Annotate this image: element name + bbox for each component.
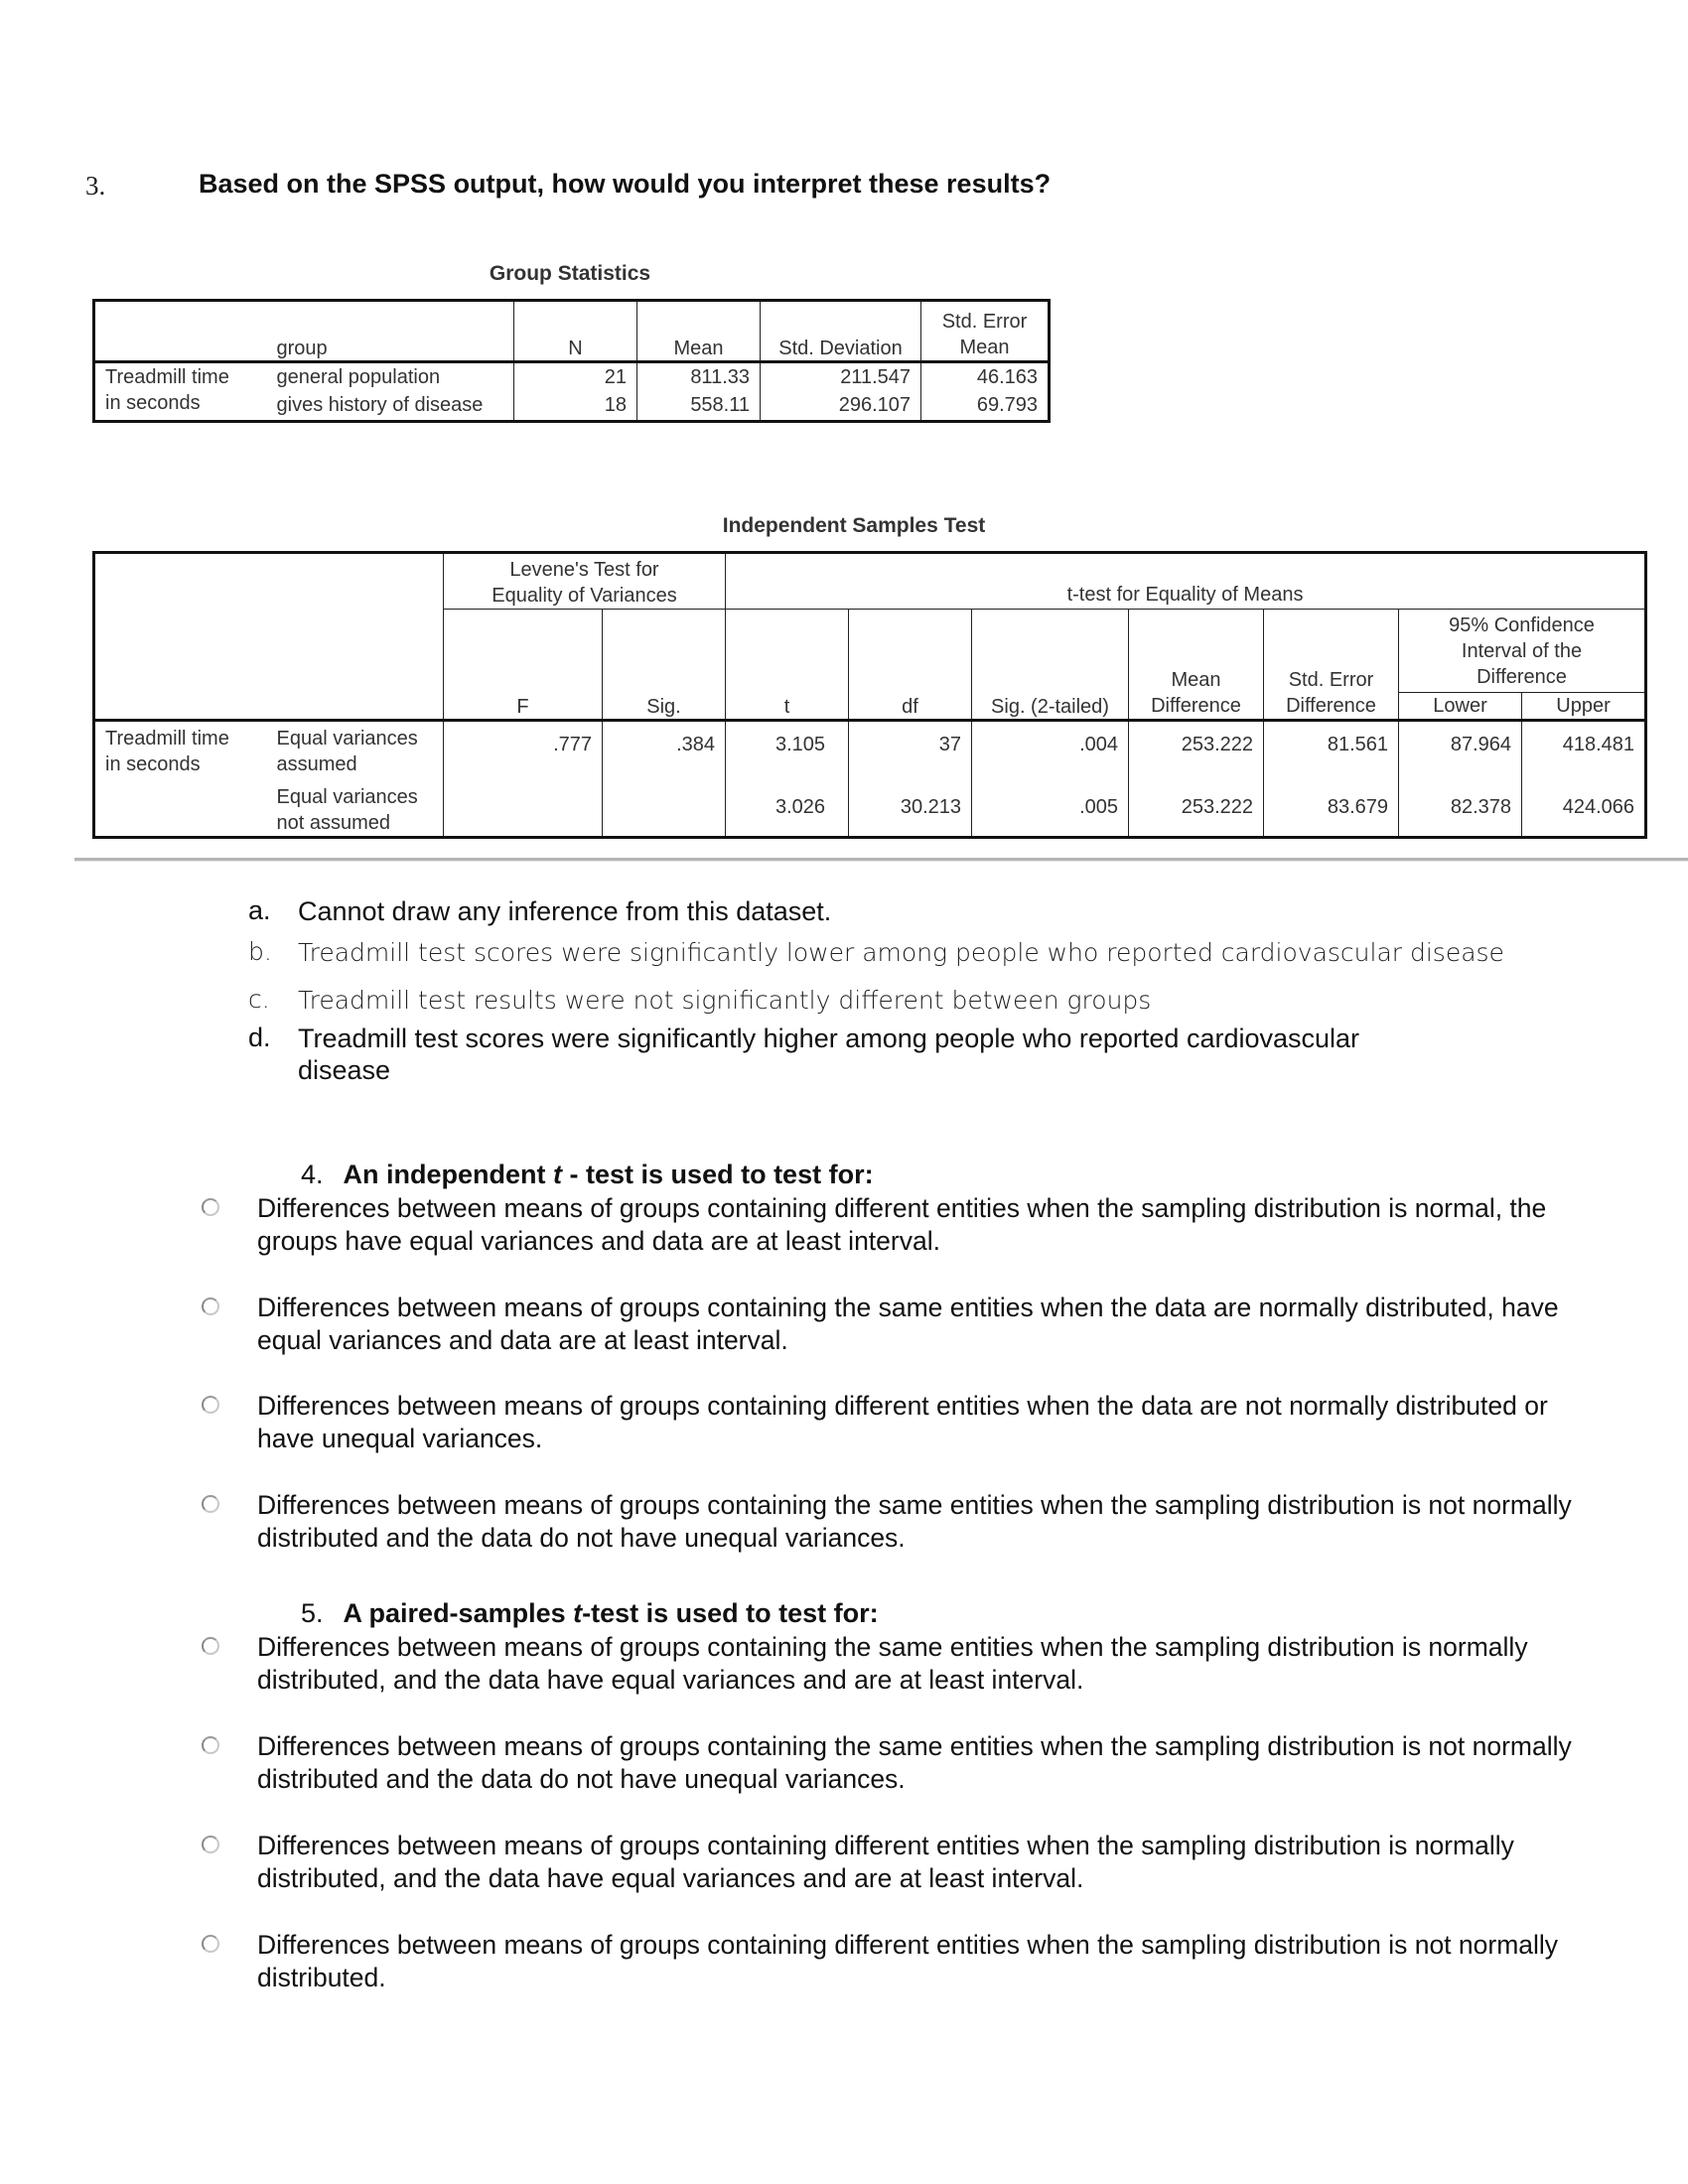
option-text: Treadmill test scores were significantly higher among people who reported cardiovascular [298,1024,1360,1053]
levene-header [444,553,726,610]
levene-header-line2: Equality of Variances [492,585,677,607]
ci-header-line2: Interval of the [1461,640,1583,662]
question-5-italic: t [573,1598,583,1628]
header-mean: Mean [637,301,761,362]
table-row [94,362,1050,392]
t-cell: 3.026 [726,780,849,838]
radio-button-icon[interactable] [202,1396,219,1414]
row-label-line1: Treadmill time [105,728,229,750]
header-mean-difference-line2: Difference [1151,695,1241,717]
sig-cell [603,780,726,838]
choice-text: Differences between means of groups containing different entities when the sampling distribution is not normally distributed. [257,1930,1559,1992]
row-label: Treadmill time [94,362,267,392]
independent-samples-title: Independent Samples Test [722,514,986,537]
option-letter: c. [248,985,270,1014]
group-statistics-title: Group Statistics [489,262,651,285]
t-cell: 3.105 [726,721,849,780]
sig-cell: .384 [603,721,726,780]
option-letter: a. [248,895,271,925]
radio-button-icon[interactable] [202,1836,219,1853]
option-text: Cannot draw any inference from this dataset. [298,896,832,926]
header-std-deviation: Std. Deviation [761,301,921,362]
se-cell: 46.163 [921,362,1050,392]
choice-text: Differences between means of groups containing the same entities when the sampling distribution is not normally distributed and the data do not have unequal variances. [257,1490,1572,1553]
mean-difference-cell: 253.222 [1129,721,1264,780]
row-label [94,721,267,838]
choice-text: Differences between means of groups containing the same entities when the sampling distribution is normally distributed, and the data have equal variances and are at least interval. [257,1632,1528,1695]
radio-button-icon[interactable] [202,1637,219,1655]
lower-cell: 87.964 [1399,721,1522,780]
std-error-difference-cell: 81.561 [1264,721,1399,780]
question-5-number: 5. [301,1598,324,1628]
header-std-error-line2: Mean [959,337,1010,358]
df-cell: 37 [849,721,972,780]
question-5-heading [301,1598,879,1629]
f-cell: .777 [444,721,603,780]
header-f: F [444,610,603,721]
choice-text: Differences between means of groups containing different entities when the data are not normally distributed or have unequal variances. [257,1391,1548,1453]
variance-label-line1: Equal variances [276,728,418,750]
mean-cell: 811.33 [637,362,761,392]
question-3-number: 3. [85,171,106,201]
header-mean-difference [1129,610,1264,721]
ci-header-line3: Difference [1477,666,1567,688]
radio-button-icon[interactable] [202,1935,219,1953]
radio-button-icon[interactable] [202,1198,219,1216]
question-4-heading [301,1160,874,1190]
header-mean-difference-line1: Mean [1171,669,1221,691]
variance-assumption-label [267,721,444,780]
header-upper: Upper [1522,693,1646,721]
question-5-text: A paired-samples [343,1598,574,1628]
question-4-number: 4. [301,1160,324,1189]
choice-text: Differences between means of groups containing different entities when the sampling distribution is normal, the groups have equal variances and data are at least interval. [257,1193,1547,1256]
std-error-difference-cell: 83.679 [1264,780,1399,838]
header-sig: Sig. [603,610,726,721]
row-label-line2: in seconds [105,753,201,775]
option-letter: b. [248,937,272,966]
variance-label-line2: not assumed [276,811,391,834]
confidence-interval-header [1399,610,1646,693]
question-3-text: Based on the SPSS output, how would you interpret these results? [199,169,1052,199]
header-df: df [849,610,972,721]
question-4-text: An independent [343,1160,554,1189]
sig2-cell: .004 [972,721,1129,780]
radio-button-icon[interactable] [202,1736,219,1754]
header-std-error-difference-line1: Std. Error [1288,669,1374,691]
radio-button-icon[interactable] [202,1297,219,1315]
choice-text: Differences between means of groups containing the same entities when the data are normally distributed, have equal variances and data are at least interval. [257,1293,1559,1355]
sd-cell: 296.107 [761,392,921,422]
header-blank [94,553,444,721]
option-letter: d. [248,1023,271,1052]
se-cell: 69.793 [921,392,1050,422]
choice-text: Differences between means of groups containing different entities when the sampling distribution is normally distributed, and the data have equal variances and are at least interval. [257,1831,1514,1893]
table-row [94,780,1646,838]
mean-difference-cell: 253.222 [1129,780,1264,838]
header-n: N [514,301,637,362]
table-row [94,392,1050,422]
variance-assumption-label [267,780,444,838]
question-4-text-end: - test is used to test for: [562,1160,874,1189]
choice-text: Differences between means of groups containing the same entities when the sampling distribution is not normally distributed and the data do not have unequal variances. [257,1731,1572,1794]
header-lower: Lower [1399,693,1522,721]
header-t: t [726,610,849,721]
independent-samples-table [92,551,1647,839]
question-4-italic: t [553,1160,563,1189]
ci-header-line1: 95% Confidence [1449,614,1595,636]
question-5-text-end: -test is used to test for: [582,1598,879,1628]
group-statistics-table [92,299,1051,423]
row-label: in seconds [94,392,267,422]
header-std-error-difference [1264,610,1399,721]
option-text: Treadmill test results were not significantly different between groups [298,986,1152,1015]
header-std-error-difference-line2: Difference [1286,695,1376,717]
header-sig-2-tailed: Sig. (2-tailed) [972,610,1129,721]
group-cell: general population [267,362,514,392]
header-std-error-mean [921,301,1050,362]
variance-label-line2: assumed [276,753,357,775]
variance-label-line1: Equal variances [276,785,418,808]
group-cell: gives history of disease [267,392,514,422]
df-cell: 30.213 [849,780,972,838]
mean-cell: 558.11 [637,392,761,422]
option-text-continued: disease [298,1055,391,1085]
table-row [94,721,1646,780]
header-std-error-line1: Std. Error [941,311,1028,333]
sig2-cell: .005 [972,780,1129,838]
n-cell: 21 [514,362,637,392]
sd-cell: 211.547 [761,362,921,392]
lower-cell: 82.378 [1399,780,1522,838]
levene-header-line1: Levene's Test for [509,559,659,581]
f-cell [444,780,603,838]
radio-button-icon[interactable] [202,1495,219,1513]
header-blank [94,301,267,362]
upper-cell: 418.481 [1522,721,1646,780]
ttest-header: t-test for Equality of Means [726,553,1646,610]
n-cell: 18 [514,392,637,422]
option-text: Treadmill test scores were significantly lower among people who reported cardiovascular disease [298,938,1504,967]
divider-line [74,858,1688,862]
header-group: group [267,301,514,362]
upper-cell: 424.066 [1522,780,1646,838]
